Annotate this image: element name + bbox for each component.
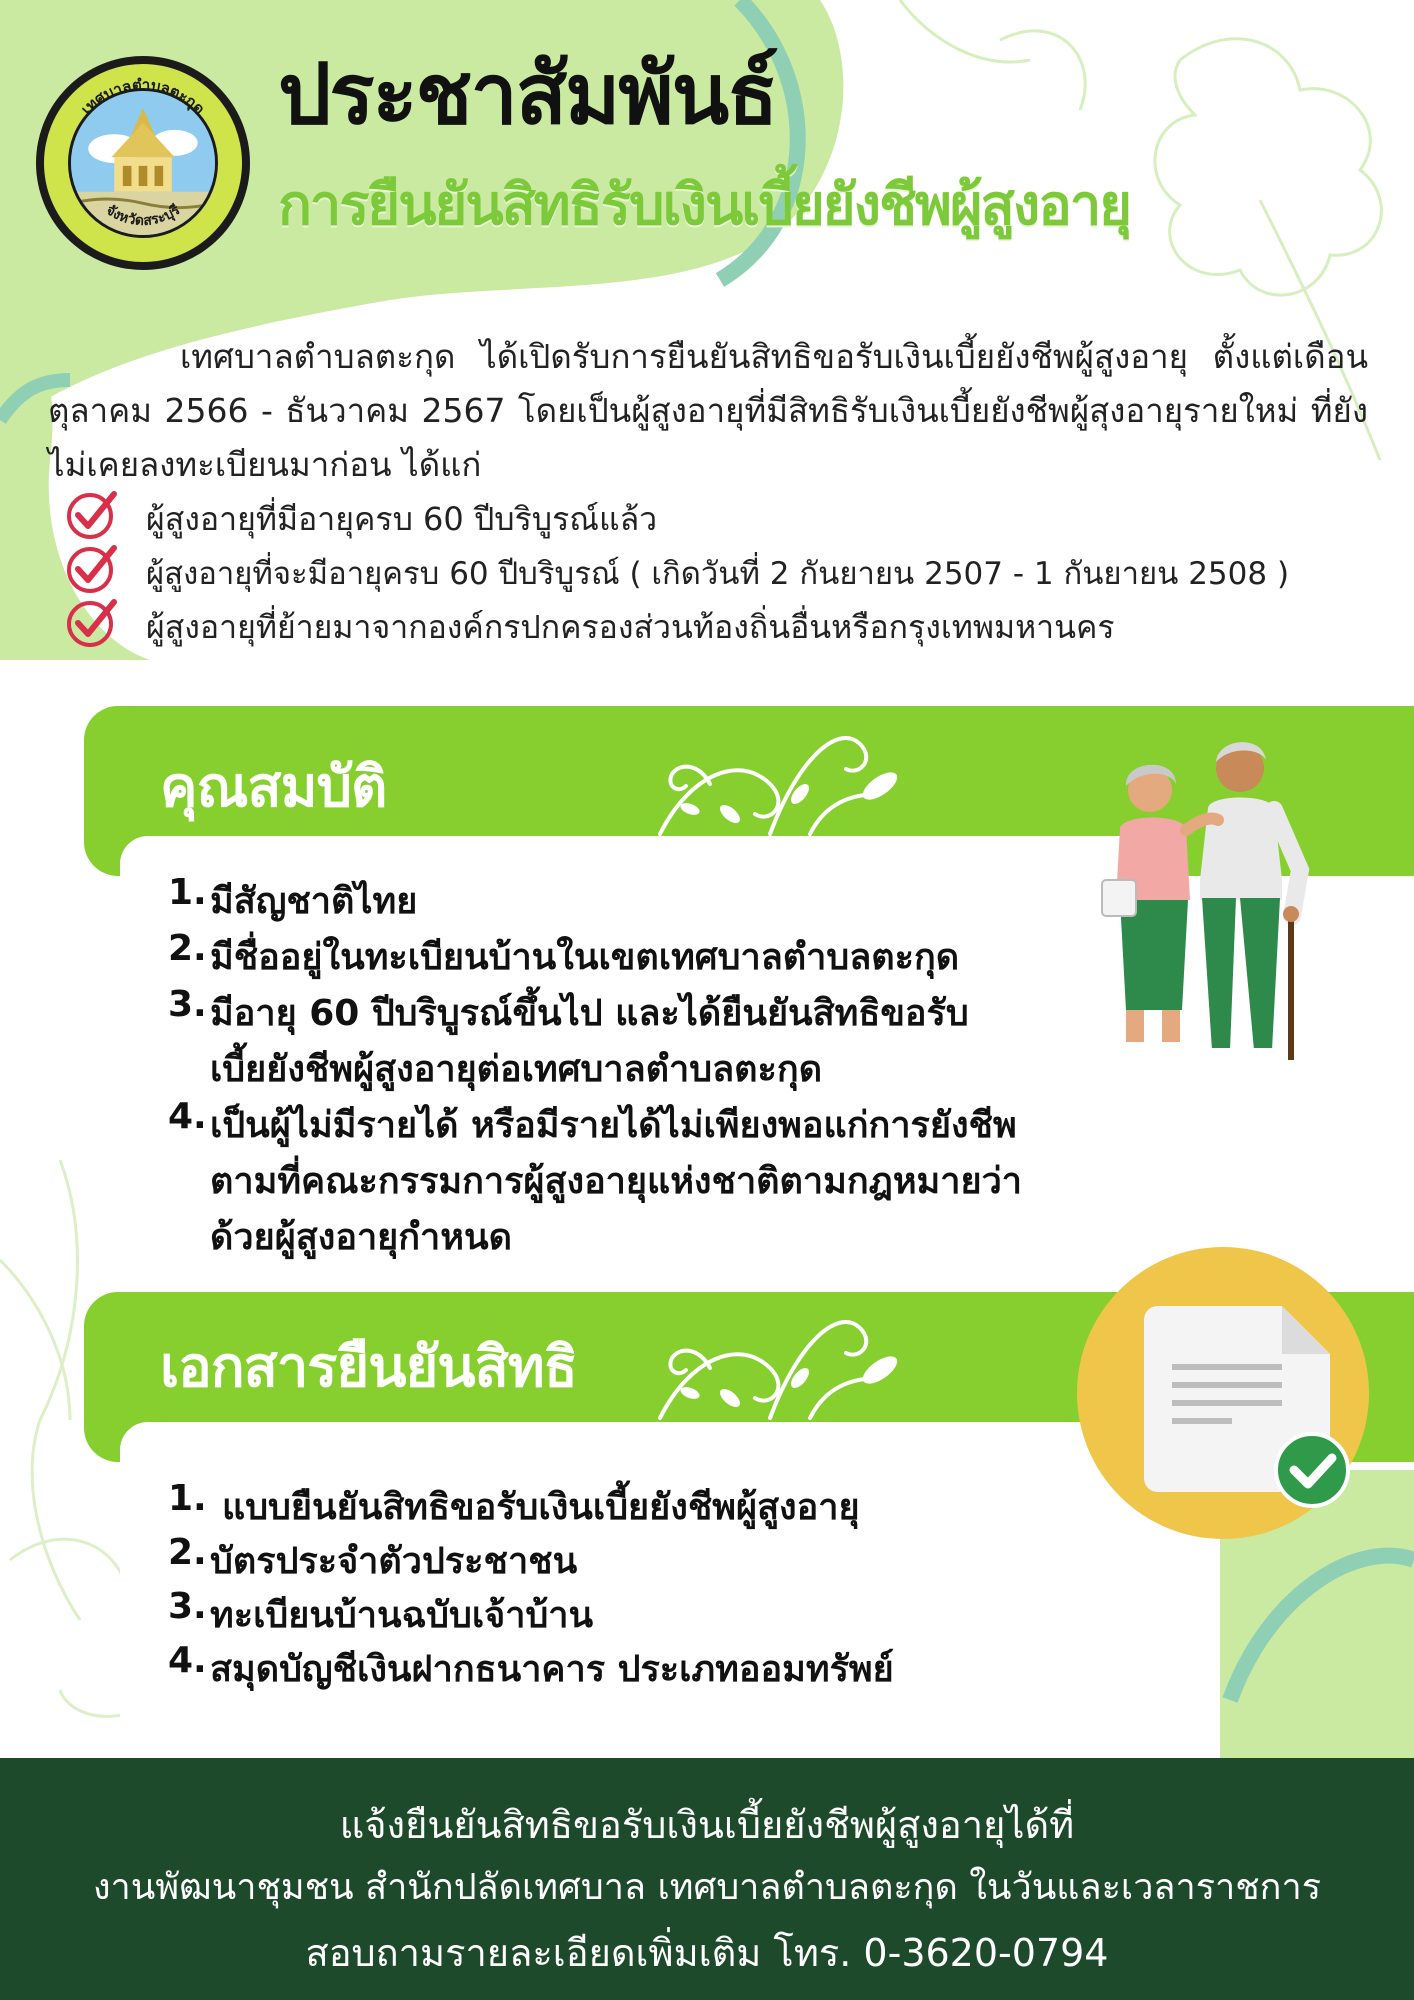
item-number: 1.	[168, 872, 207, 913]
elderly-couple-illustration	[1090, 720, 1330, 1090]
document-check-icon	[1076, 1246, 1370, 1540]
logo-text-ring	[44, 64, 242, 262]
page-subtitle: การยืนยันสิทธิรับเงินเบี้ยยังชีพผู้สูงอายุ	[278, 173, 1131, 238]
item-text-continued: เบี้ยยังชีพผู้สูงอายุต่อเทศบาลตำบลตะกุด	[210, 1049, 823, 1090]
item-number: 4.	[168, 1640, 207, 1681]
intro-paragraph	[48, 330, 1368, 492]
item-text-continued: ตามที่คณะกรรมการผู้สูงอายุแห่งชาติตามกฎหมายว่า	[210, 1161, 1023, 1202]
footer-contact: สอบถามรายละเอียดเพิ่มเติม โทร. 0-3620-0794	[305, 1931, 1109, 1975]
item-text: บัตรประจำตัวประชาชน	[210, 1541, 578, 1582]
item-number: 1.	[168, 1478, 207, 1519]
item-text: แบบยืนยันสิทธิขอรับเงินเบี้ยยังชีพผู้สูงอายุ	[222, 1487, 860, 1528]
item-text: มีอายุ 60 ปีบริบูรณ์ขึ้นไป และได้ยืนยันสิทธิขอรับ	[210, 993, 969, 1034]
checkmark-icon	[66, 488, 118, 540]
item-text: มีชื่ออยู่ในทะเบียนบ้านในเขตเทศบาลตำบลตะกุด	[210, 937, 960, 978]
item-text: เป็นผู้ไม่มีรายได้ หรือมีรายได้ไม่เพียงพอแก่การยังชีพ	[210, 1105, 1017, 1146]
item-number: 3.	[168, 984, 207, 1025]
svg-text:เทศบาลตำบลตะกุด	[77, 76, 208, 118]
floral-vine-decoration	[650, 1298, 910, 1422]
eligibility-text: ผู้สูงอายุที่ย้ายมาจากองค์กรปกครองส่วนท้องถิ่นอื่นหรือกรุงเทพมหานคร	[146, 608, 1115, 646]
eligibility-text: ผู้สูงอายุที่จะมีอายุครบ 60 ปีบริบูรณ์ ( เกิดวันที่ 2 กันยายน 2507 - 1 กันยายน 2508 )	[146, 556, 1290, 592]
svg-text:จังหวัดสระบุรี	[103, 202, 184, 229]
item-number: 2.	[168, 1532, 207, 1573]
municipality-logo	[36, 56, 250, 270]
checkmark-icon	[66, 542, 118, 594]
intro-text: เทศบาลตำบลตะกุด ได้เปิดรับการยืนยันสิทธิขอรับเงินเบี้ยยังชีพผู้สูงอายุ ตั้งแต่เดือน ตุลาคม 2566 - ธันวาคม 2567 โดยเป็นผู้สูงอายุที่มีสิทธิรับเงินเบี้ยยังชีพผู้สุงอายุรายใหม่ ที่ยังไม่เคยลงทะเบียนมาก่อน ได้แก่	[48, 337, 1368, 484]
item-number: 2.	[168, 928, 207, 969]
documents-title: เอกสารยืนยันสิทธิ	[160, 1335, 577, 1400]
page-title: ประชาสัมพันธ์	[278, 45, 777, 143]
item-text: สมุดบัญชีเงินฝากธนาคาร ประเภทออมทรัพย์	[210, 1649, 894, 1690]
floral-vine-decoration	[650, 714, 910, 838]
qualifications-title: คุณสมบัติ	[160, 755, 387, 820]
item-text: มีสัญชาติไทย	[210, 881, 418, 922]
eligibility-text: ผู้สูงอายุที่มีอายุครบ 60 ปีบริบูรณ์แล้ว	[146, 500, 658, 538]
item-number: 4.	[168, 1096, 207, 1137]
footer-line-1: แจ้งยืนยันสิทธิขอรับเงินเบี้ยยังชีพผู้สูงอายุได้ที่	[339, 1803, 1075, 1847]
logo-ring	[44, 64, 242, 262]
footer-line-2: งานพัฒนาชุมชน สำนักปลัดเทศบาล เทศบาลตำบลตะกุด ในวันและเวลาราชการ	[92, 1867, 1322, 1908]
footer	[0, 1758, 1414, 2000]
item-text: ทะเบียนบ้านฉบับเจ้าบ้าน	[210, 1595, 594, 1636]
checkmark-icon	[66, 596, 118, 648]
logo-bottom-text: จังหวัดสระบุรี	[102, 202, 184, 230]
logo-top-text: เทศบาลตำบลตะกุด	[77, 75, 209, 119]
item-text-continued: ด้วยผู้สูงอายุกำหนด	[210, 1217, 512, 1258]
item-number: 3.	[168, 1586, 207, 1627]
